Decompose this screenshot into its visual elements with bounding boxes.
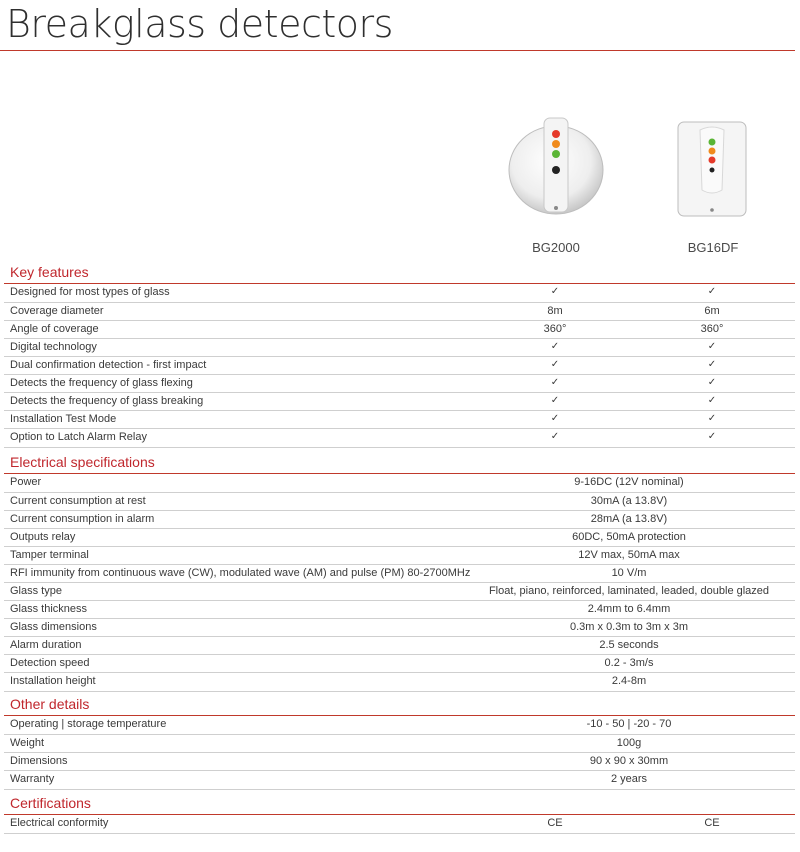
table-row <box>4 302 795 321</box>
table-row <box>4 356 795 375</box>
row-label: Coverage diameter <box>10 305 104 317</box>
row-label: Warranty <box>10 773 55 785</box>
page-title: Breakglass detectors <box>6 2 393 46</box>
shared-value: 28mA (a 13.8V) <box>590 513 668 525</box>
section-heading: Certifications <box>10 795 91 811</box>
shared-value: 10 V/m <box>611 567 647 579</box>
row-label: RFI immunity from continuous wave (CW), modulated wave (AM) and pulse (PM) 80-2700MHz <box>10 567 471 579</box>
shared-value: 2.5 seconds <box>599 639 659 651</box>
table-row <box>4 474 795 492</box>
table-row <box>4 618 795 637</box>
table-row <box>4 564 795 583</box>
table-row <box>4 654 795 673</box>
table-row <box>4 546 795 565</box>
check-icon: ✓ <box>707 359 717 370</box>
row-label: Dimensions <box>10 755 68 767</box>
row-label: Glass dimensions <box>10 621 97 633</box>
shared-value: 90 x 90 x 30mm <box>589 755 669 767</box>
shared-value: 0.3m x 0.3m to 3m x 3m <box>570 621 688 633</box>
check-icon: ✓ <box>550 341 560 352</box>
table-row <box>4 770 795 790</box>
bg2000-value: 8m <box>547 305 563 317</box>
row-label: Glass type <box>10 585 62 597</box>
section-heading: Key features <box>10 264 89 280</box>
shared-value: 30mA (a 13.8V) <box>590 495 668 507</box>
table-row <box>4 636 795 655</box>
row-label: Operating | storage temperature <box>10 718 167 730</box>
check-icon: ✓ <box>707 341 717 352</box>
table-row <box>4 284 795 302</box>
shared-value: -10 - 50 | -20 - 70 <box>586 718 672 730</box>
check-icon: ✓ <box>550 431 560 442</box>
shared-value: 12V max, 50mA max <box>578 549 680 561</box>
product-name-bg2000: BG2000 <box>532 240 580 255</box>
check-icon: ✓ <box>550 286 560 297</box>
table-row <box>4 338 795 357</box>
section-heading: Electrical specifications <box>10 454 155 470</box>
table-row <box>4 716 795 734</box>
check-icon: ✓ <box>707 395 717 406</box>
bg16df-value: 6m <box>704 305 720 317</box>
row-label: Option to Latch Alarm Relay <box>10 431 147 443</box>
table-row <box>4 392 795 411</box>
row-label: Alarm duration <box>10 639 82 651</box>
bg2000-value: 360° <box>543 323 567 335</box>
table-row <box>4 582 795 601</box>
row-label: Dual confirmation detection - first impact <box>10 359 207 371</box>
row-label: Installation height <box>10 675 96 687</box>
row-label: Current consumption in alarm <box>10 513 155 525</box>
check-icon: ✓ <box>707 377 717 388</box>
table-row <box>4 752 795 771</box>
row-label: Detects the frequency of glass breaking <box>10 395 204 407</box>
row-label: Power <box>10 476 42 488</box>
row-label: Outputs relay <box>10 531 76 543</box>
table-row <box>4 734 795 753</box>
shared-value: 2.4-8m <box>611 675 647 687</box>
check-icon: ✓ <box>550 377 560 388</box>
product-name-bg16df: BG16DF <box>687 240 739 255</box>
square-detector-icon <box>676 120 748 218</box>
table-row <box>4 410 795 429</box>
table-row <box>4 528 795 547</box>
row-label: Weight <box>10 737 45 749</box>
row-label: Current consumption at rest <box>10 495 146 507</box>
shared-value: 9-16DC (12V nominal) <box>574 476 684 488</box>
table-row <box>4 600 795 619</box>
row-label: Angle of coverage <box>10 323 99 335</box>
bg2000-value: CE <box>547 817 563 829</box>
row-label: Digital technology <box>10 341 97 353</box>
shared-value: 2.4mm to 6.4mm <box>587 603 671 615</box>
row-label: Detection speed <box>10 657 90 669</box>
row-label: Tamper terminal <box>10 549 89 561</box>
table-row <box>4 815 795 834</box>
shared-value: 2 years <box>610 773 648 785</box>
row-label: Glass thickness <box>10 603 88 615</box>
table-row <box>4 428 795 448</box>
table-row <box>4 672 795 692</box>
shared-value: 60DC, 50mA protection <box>572 531 686 543</box>
section-heading: Other details <box>10 696 90 712</box>
check-icon: ✓ <box>707 431 717 442</box>
row-label: Installation Test Mode <box>10 413 117 425</box>
row-label: Electrical conformity <box>10 817 109 829</box>
check-icon: ✓ <box>707 413 717 424</box>
table-row <box>4 374 795 393</box>
bg16df-value: CE <box>704 817 720 829</box>
table-row <box>4 492 795 511</box>
round-detector-icon <box>506 114 606 218</box>
row-label: Detects the frequency of glass flexing <box>10 377 193 389</box>
check-icon: ✓ <box>707 286 717 297</box>
check-icon: ✓ <box>550 395 560 406</box>
bg16df-value: 360° <box>700 323 724 335</box>
row-label: Designed for most types of glass <box>10 286 170 298</box>
check-icon: ✓ <box>550 359 560 370</box>
title-divider <box>0 50 795 51</box>
check-icon: ✓ <box>550 413 560 424</box>
shared-value: Float, piano, reinforced, laminated, leaded, double glazed <box>488 585 770 597</box>
shared-value: 0.2 - 3m/s <box>604 657 654 669</box>
shared-value: 100g <box>616 737 642 749</box>
table-row <box>4 320 795 339</box>
table-row <box>4 510 795 529</box>
